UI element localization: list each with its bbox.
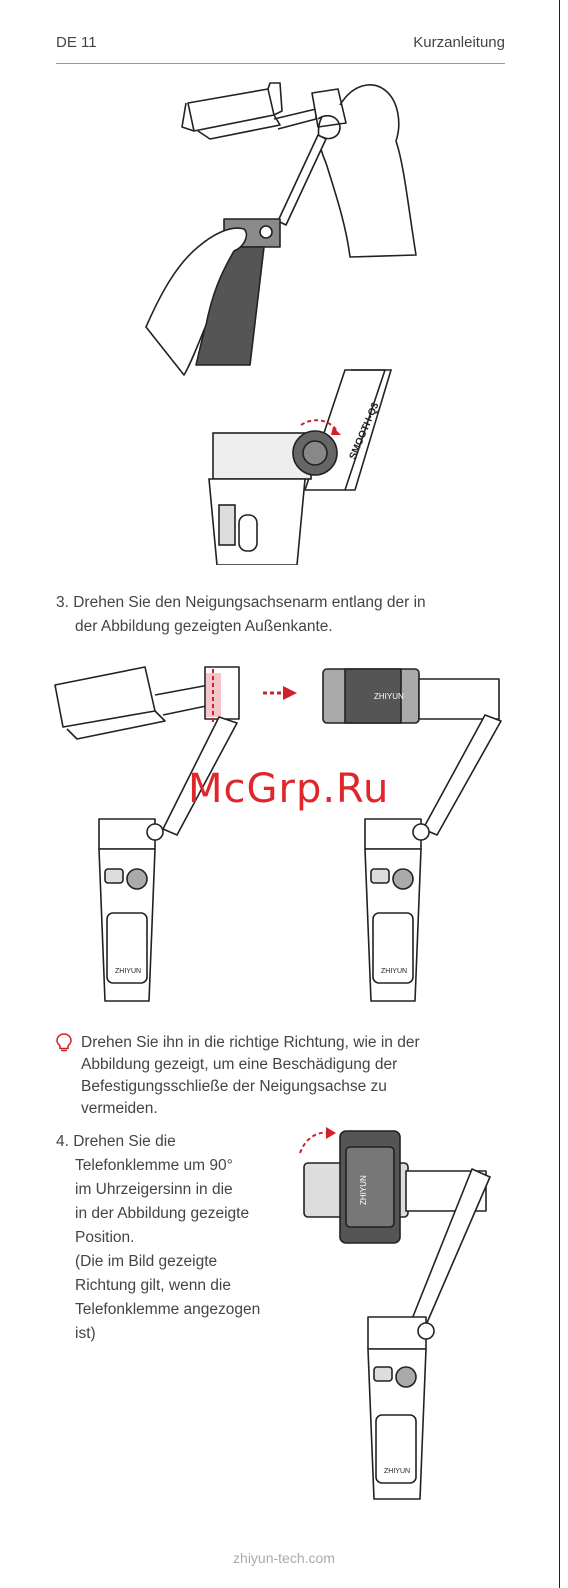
tilt-arm-rotation-illustration <box>45 655 525 1015</box>
knob-closeup-illustration <box>205 365 415 565</box>
watermark-text: McGrp.Ru <box>188 766 390 812</box>
tip-line-1: Drehen Sie ihn in die richtige Richtung, wie in der <box>81 1034 420 1051</box>
step-4-line-6: (Die im Bild gezeigte <box>75 1253 218 1270</box>
model-label: SMOOTH-Q3 <box>347 401 382 462</box>
brand-label-handle: ZHIYUN <box>384 1468 411 1475</box>
brand-label-clamp: ZHIYUN <box>359 1175 368 1205</box>
tip-line-3: Befestigungsschließe der Neigungsachse zu <box>81 1078 387 1095</box>
brand-label-right: ZHIYUN <box>374 692 404 701</box>
unfold-hands-illustration <box>140 75 430 385</box>
phone-clamp-rotation-illustration <box>296 1125 516 1505</box>
step-4-line-8: Telefonklemme angezogen <box>75 1301 261 1318</box>
footer-url: zhiyun-tech.com <box>233 1550 335 1566</box>
header-title: Kurzanleitung <box>413 34 505 51</box>
step-4-line-3: im Uhrzeigersinn in die <box>75 1181 233 1198</box>
step-4-line-5: Position. <box>75 1229 135 1246</box>
step-4-line-9: ist) <box>75 1325 96 1342</box>
step-4-line-7: Richtung gilt, wenn die <box>75 1277 231 1294</box>
step-3-line-2: der Abbildung gezeigten Außenkante. <box>75 618 333 635</box>
lightbulb-icon <box>56 1033 72 1053</box>
tip-line-4: vermeiden. <box>81 1100 158 1117</box>
brand-label-handle-left: ZHIYUN <box>115 968 142 975</box>
step-4-line-4: in der Abbildung gezeigte <box>75 1205 250 1222</box>
page-edge-border <box>559 0 568 1588</box>
page-number: DE 11 <box>56 34 97 51</box>
tip-line-2: Abbildung gezeigt, um eine Beschädigung der <box>81 1056 398 1073</box>
brand-label-handle-right: ZHIYUN <box>381 968 408 975</box>
step-3-line-1: 3. Drehen Sie den Neigungsachsenarm entlang der in <box>56 594 426 611</box>
header-divider <box>56 63 505 64</box>
step-4-line-2: Telefonklemme um 90° <box>75 1157 233 1174</box>
step-4-line-1: 4. Drehen Sie die <box>56 1133 176 1150</box>
